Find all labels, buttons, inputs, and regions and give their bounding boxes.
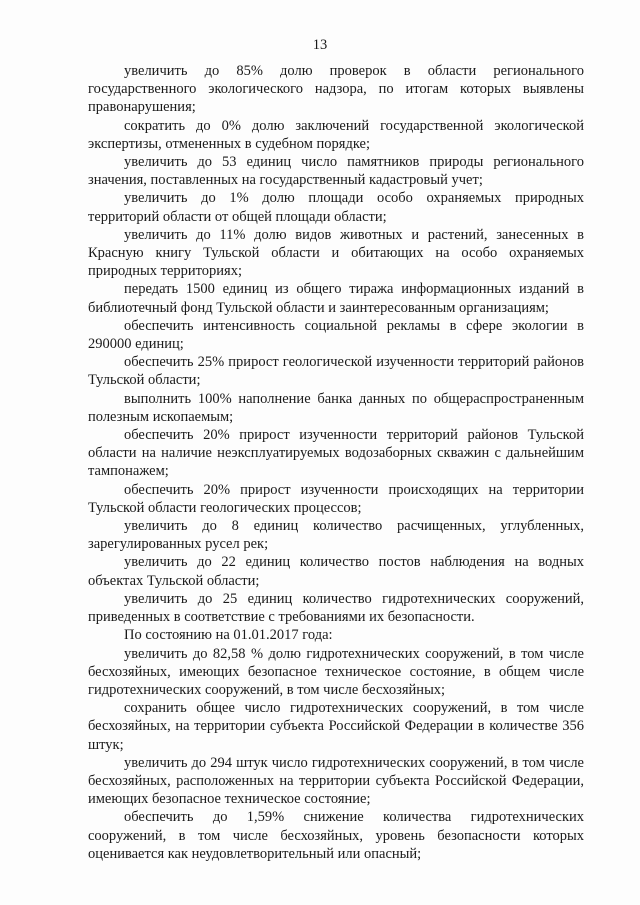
- paragraph-12: увеличить до 8 единиц количество расчищенных, углубленных, зарегулированных русел рек;: [88, 518, 584, 553]
- paragraph-6: передать 1500 единиц из общего тиража информационных изданий в библиотечный фонд Тульской области и заинтересованным организациям;: [88, 281, 584, 316]
- paragraph-2: сократить до 0% долю заключений государственной экологической экспертизы, отмененных в судебном порядке;: [88, 117, 584, 152]
- paragraph-1: увеличить до 85% долю проверок в области регионального государственного экологического надзора, по итогам которых выявлены правонарушения;: [88, 63, 584, 116]
- paragraph-10: обеспечить 20% прирост изученности территорий районов Тульской области на наличие неэксплуатируемых водозаборных скважин с дальнейшим тампонажем;: [88, 427, 584, 480]
- document-body: [88, 62, 584, 863]
- paragraph-15: По состоянию на 01.01.2017 года:: [124, 627, 333, 644]
- paragraph-14: увеличить до 25 единиц количество гидротехнических сооружений, приведенных в соответствие с требованиями их безопасности.: [88, 590, 584, 626]
- paragraph-7: обеспечить интенсивность социальной рекламы в сфере экологии в 290000 единиц;: [88, 317, 584, 353]
- paragraph-16: увеличить до 82,58 % долю гидротехнических сооружений, в том числе бесхозяйных, имеющих безопасное техническое состояние, в общем числе гидротехнических сооружений, в том числе бесхозяйных;: [88, 645, 584, 698]
- paragraph-5: увеличить до 11% долю видов животных и растений, занесенных в Красную книгу Тульской области и обитающих на особо охраняемых природных территориях;: [88, 226, 584, 280]
- page-number: 13: [312, 37, 328, 53]
- paragraph-17: сохранить общее число гидротехнических сооружений, в том числе бесхозяйных, на территории субъекта Российской Федерации в количестве 356 штук;: [88, 700, 584, 753]
- paragraph-9: выполнить 100% наполнение банка данных по общераспространенным полезным ископаемым;: [88, 390, 584, 425]
- paragraph-13: увеличить до 22 единиц количество постов наблюдения на водных объектах Тульской области;: [88, 554, 584, 589]
- paragraph-19: обеспечить до 1,59% снижение количества гидротехнических сооружений, в том числе бесхозяйных, уровень безопасности которых оценивается как неудовлетворительный или опасный;: [88, 809, 584, 862]
- paragraph-11: обеспечить 20% прирост изученности происходящих на территории Тульской области геологических процессов;: [88, 481, 584, 516]
- paragraph-18: увеличить до 294 штук число гидротехнических сооружений, в том числе бесхозяйных, расположенных на территории субъекта Российской Федерации, имеющих безопасное техническое состояние;: [88, 754, 584, 808]
- paragraph-8: обеспечить 25% прирост геологической изученности территорий районов Тульской области;: [88, 354, 584, 389]
- paragraph-4: увеличить до 1% долю площади особо охраняемых природных территорий области от общей площади области;: [88, 190, 584, 225]
- paragraph-3: увеличить до 53 единиц число памятников природы регионального значения, поставленных на государственный кадастровый учет;: [88, 154, 584, 189]
